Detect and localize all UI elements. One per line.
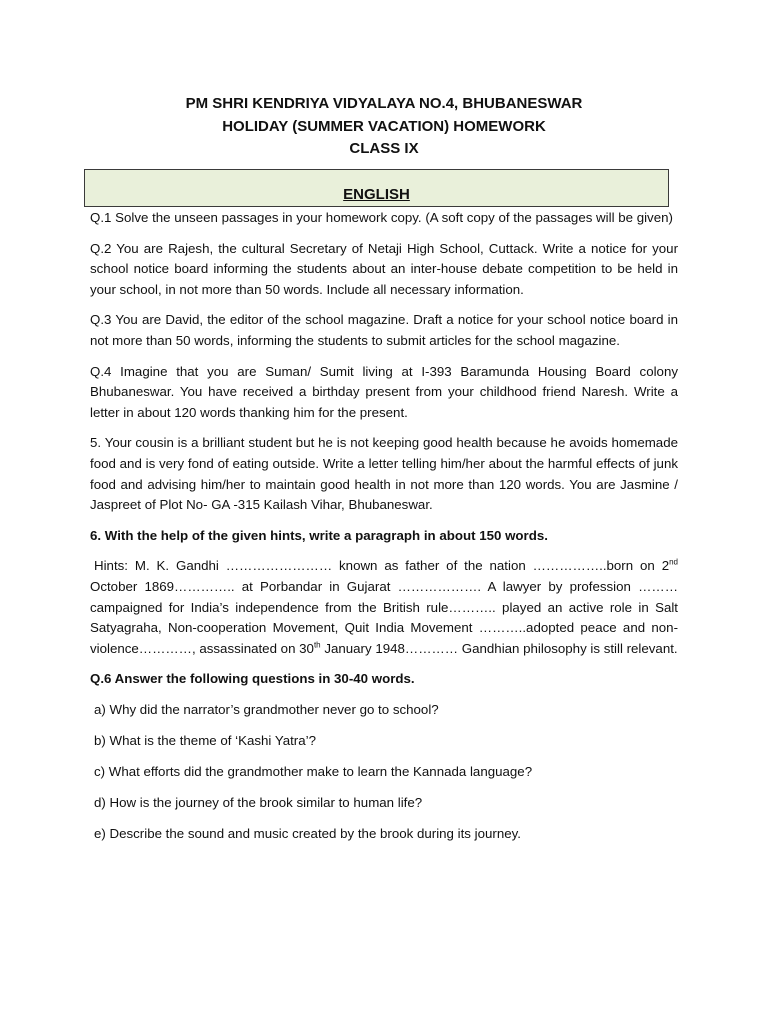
hints-superscript-th: th xyxy=(313,640,321,650)
hints-text-part-1: Hints: M. K. Gandhi …………………… known as father of the nation ……………..born on 2 xyxy=(94,558,670,574)
sub-question-a: a) Why did the narrator’s grandmother never go to school? xyxy=(94,701,439,717)
document-title: HOLIDAY (SUMMER VACATION) HOMEWORK xyxy=(222,117,546,135)
question-3: Q.3 You are David, the editor of the school magazine. Draft a notice for your school notice board in not more than 50 words, informing the students to submit articles for the school magazine. xyxy=(90,312,678,348)
sub-question-b: b) What is the theme of ‘Kashi Yatra’? xyxy=(94,732,316,748)
sub-question-d: d) How is the journey of the brook similar to human life? xyxy=(94,795,423,811)
questions-body xyxy=(90,208,678,855)
question-5: 5. Your cousin is a brilliant student but he is not keeping good health because he avoids homemade food and is very fond of eating outside. Write a letter telling him/her about the harmful effects of junk food and advising him/her to maintain good health in not more than 120 words. You are Jasmine / Jaspreet of Plot No- GA -315 Kailash Vihar, Bhubaneswar. xyxy=(90,435,678,513)
hints-text-part-2: October 1869………….. at Porbandar in Gujarat ………………. A lawyer by profession ……… campaigned for India’s independence from the British rule……….. played an active role in Salt Satyagraha, Non-cooperation Movement, Quit India Movement ………..adopted peace and non-violence…………, assassinated on 30 xyxy=(90,578,678,656)
question-4: Q.4 Imagine that you are Suman/ Sumit living at I-393 Baramunda Housing Board colony Bhubaneswar. You have received a birthday present from your childhood friend Naresh. Write a letter in about 120 words thanking him for the present. xyxy=(90,363,678,420)
class-label: CLASS IX xyxy=(349,140,419,157)
question-1: Q.1 Solve the unseen passages in your homework copy. (A soft copy of the passages will be given) xyxy=(90,210,673,225)
section-title-english: ENGLISH xyxy=(343,186,410,203)
hints-text-part-3: January 1948………… Gandhian philosophy is still relevant. xyxy=(320,640,678,656)
hints-paragraph xyxy=(90,556,678,659)
question-6b-heading: Q.6 Answer the following questions in 30-40 words. xyxy=(90,671,415,687)
question-6-heading: 6. With the help of the given hints, write a paragraph in about 150 words. xyxy=(90,527,548,543)
question-2: Q.2 You are Rajesh, the cultural Secretary of Netaji High School, Cuttack. Write a notice for your school notice board informing the students about an inter-house debate competition to be held in your school, in not more than 50 words. Include all necessary information. xyxy=(90,240,678,297)
hints-superscript-nd: nd xyxy=(669,557,678,567)
school-name: PM SHRI KENDRIYA VIDYALAYA NO.4, BHUBANESWAR xyxy=(185,95,583,112)
section-header-box xyxy=(84,169,669,207)
sub-question-c: c) What efforts did the grandmother make to learn the Kannada language? xyxy=(94,764,533,780)
document-header xyxy=(0,93,768,161)
sub-question-e: e) Describe the sound and music created by the brook during its journey. xyxy=(94,826,521,842)
